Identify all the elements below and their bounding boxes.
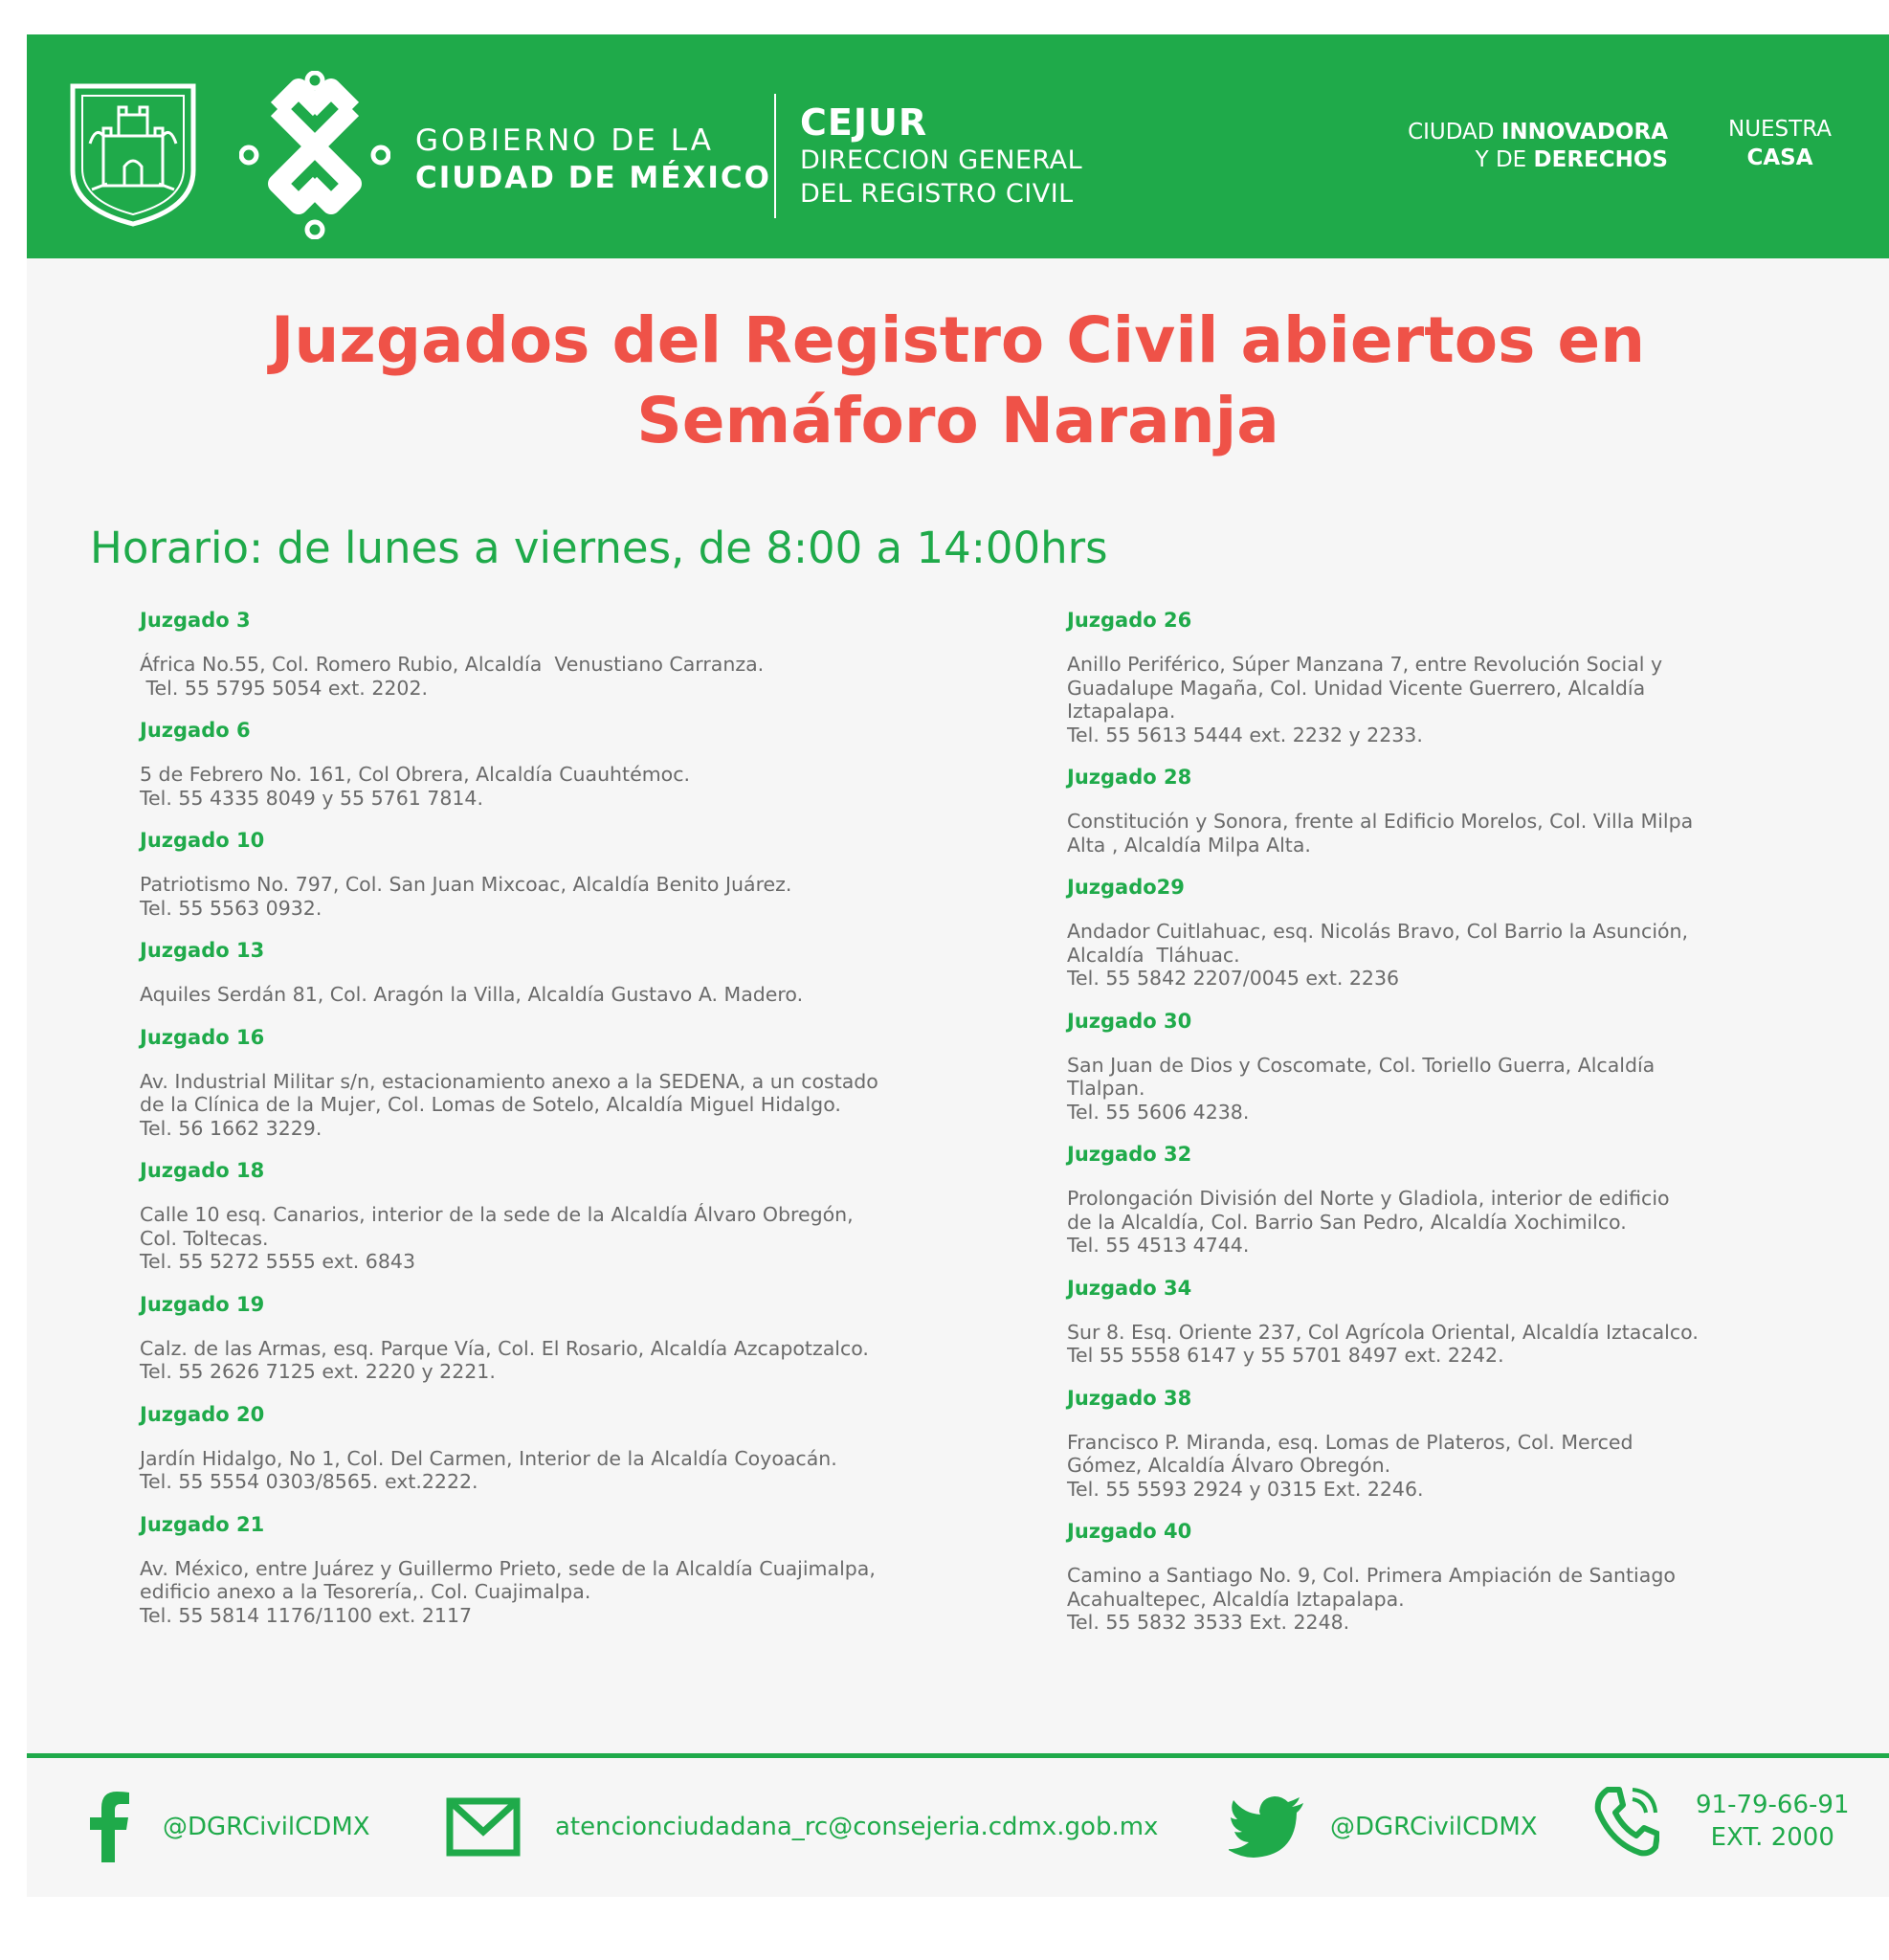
court-entry	[140, 1024, 982, 1141]
government-line-2: CIUDAD DE MÉXICO	[415, 160, 771, 195]
court-address-line: Tel. 55 4513 4744.	[1067, 1234, 1250, 1257]
court-address-line: Jardín Hidalgo, No 1, Col. Del Carmen, Interior de la Alcaldía Coyoacán.	[140, 1446, 837, 1470]
court-address-line: Prolongación División del Norte y Gladiola, interior de edificio	[1067, 1187, 1670, 1210]
government-name	[415, 122, 771, 197]
header-banner	[27, 34, 1889, 258]
court-name: Juzgado 32	[1067, 1143, 1192, 1166]
court-name: Juzgado 19	[140, 1292, 265, 1316]
court-address-line: Tel. 55 4335 8049 y 55 5761 7814.	[140, 786, 483, 810]
court-entry	[140, 937, 982, 1007]
court-address-line: Tel. 55 5563 0932.	[140, 896, 322, 920]
court-address-line: de la Clínica de la Mujer, Col. Lomas de Sotelo, Alcaldía Miguel Hidalgo.	[140, 1093, 841, 1116]
court-address-line: Tel. 55 5613 5444 ext. 2232 y 2233.	[1067, 723, 1423, 746]
agency-block	[800, 101, 1082, 211]
court-address-line: Calz. de las Armas, esq. Parque Vía, Col. El Rosario, Alcaldía Azcapotzalco.	[140, 1336, 869, 1360]
court-address-line: Tel. 55 5814 1176/1100 ext. 2117	[140, 1603, 473, 1627]
court-address-line: Tlalpan.	[1067, 1077, 1145, 1100]
court-address-line: Tel. 55 5272 5555 ext. 6843	[140, 1250, 415, 1273]
slogan-line-1	[1408, 119, 1668, 146]
court-address-line: San Juan de Dios y Coscomate, Col. Toriello Guerra, Alcaldía	[1067, 1053, 1656, 1077]
court-entry	[1067, 607, 1833, 746]
court-entry	[140, 827, 982, 920]
court-entry	[140, 607, 982, 700]
casa-line-1: NUESTRA	[1727, 117, 1832, 142]
court-name: Juzgado 40	[1067, 1520, 1192, 1543]
court-address-line: Anillo Periférico, Súper Manzana 7, entre Revolución Social y	[1067, 653, 1663, 676]
casa-line-2: CASA	[1746, 145, 1813, 171]
twitter-handle[interactable]: @DGRCivilCDMX	[1330, 1813, 1538, 1841]
court-address-line: Gómez, Alcaldía Álvaro Obregón.	[1067, 1454, 1391, 1477]
court-address-line: Tel. 55 5593 2924 y 0315 Ext. 2246.	[1067, 1477, 1424, 1501]
court-name: Juzgado 28	[1067, 766, 1192, 789]
mail-icon	[446, 1797, 521, 1857]
court-entry	[140, 1157, 982, 1274]
court-address-line: Sur 8. Esq. Oriente 237, Col Agrícola Oriental, Alcaldía Iztacalco.	[1067, 1320, 1699, 1344]
court-address-line: Calle 10 esq. Canarios, interior de la sede de la Alcaldía Álvaro Obregón,	[140, 1203, 854, 1226]
court-entry	[140, 717, 982, 810]
court-address-line: Aquiles Serdán 81, Col. Aragón la Villa, Alcaldía Gustavo A. Madero.	[140, 983, 804, 1006]
schedule-text: Horario: de lunes a viernes, de 8:00 a 14:00hrs	[90, 523, 1108, 573]
court-address-line: Acahualtepec, Alcaldía Iztapalapa.	[1067, 1587, 1405, 1611]
court-entry	[140, 1291, 982, 1384]
court-address-line: Andador Cuitlahuac, esq. Nicolás Bravo, Col Barrio la Asunción,	[1067, 920, 1689, 943]
court-name: Juzgado 16	[140, 1025, 265, 1049]
court-name: Juzgado 18	[140, 1159, 265, 1182]
court-address-line: 5 de Febrero No. 161, Col Obrera, Alcaldía Cuauhtémoc.	[140, 763, 691, 786]
court-name: Juzgado29	[1067, 876, 1185, 899]
court-name: Juzgado 38	[1067, 1386, 1192, 1410]
court-address-line: Tel 55 5558 6147 y 55 5701 8497 ext. 2242.	[1067, 1344, 1504, 1367]
court-entry	[1067, 764, 1833, 857]
court-address-line: Tel. 55 5832 3533 Ext. 2248.	[1067, 1611, 1350, 1634]
court-address-line: Col. Toltecas.	[140, 1226, 269, 1250]
facebook-handle[interactable]: @DGRCivilCDMX	[163, 1813, 370, 1841]
slogan-line-1-prefix: CIUDAD	[1408, 120, 1501, 145]
court-address-line: Patriotismo No. 797, Col. San Juan Mixcoac, Alcaldía Benito Juárez.	[140, 873, 792, 896]
court-address-line: Iztapalapa.	[1067, 700, 1176, 723]
court-address-line: Alta , Alcaldía Milpa Alta.	[1067, 833, 1311, 857]
court-name: Juzgado 30	[1067, 1009, 1192, 1033]
court-entry	[1067, 1008, 1833, 1125]
court-address-line: de la Alcaldía, Col. Barrio San Pedro, Alcaldía Xochimilco.	[1067, 1210, 1627, 1234]
court-address-line: Tel. 56 1662 3229.	[140, 1116, 322, 1140]
page-title	[27, 301, 1889, 461]
phone-block	[1696, 1789, 1849, 1854]
court-address-line: Francisco P. Miranda, esq. Lomas de Plateros, Col. Merced	[1067, 1430, 1633, 1454]
court-entry	[140, 1401, 982, 1494]
court-address-line: Guadalupe Magaña, Col. Unidad Vicente Guerrero, Alcaldía	[1067, 676, 1646, 700]
court-entry	[1067, 1275, 1833, 1368]
court-address-line: Tel. 55 5554 0303/8565. ext.2222.	[140, 1470, 478, 1493]
court-name: Juzgado 20	[140, 1402, 265, 1426]
department-line-2: DEL REGISTRO CIVIL	[800, 179, 1074, 210]
nuestra-casa-tag	[1713, 115, 1847, 173]
phone-number[interactable]: 91-79-66-91	[1696, 1791, 1850, 1819]
title-line-2: Semáforo Naranja	[636, 384, 1279, 457]
phone-icon	[1594, 1786, 1659, 1857]
slogan-line-1-bold: INNOVADORA	[1500, 120, 1668, 145]
court-address-line: África No.55, Col. Romero Rubio, Alcaldía Venustiano Carranza.	[140, 653, 765, 676]
court-address-line: Tel. 55 5606 4238.	[1067, 1100, 1250, 1124]
court-address-line: Alcaldía Tláhuac.	[1067, 943, 1240, 967]
email-contact[interactable]	[446, 1797, 1158, 1857]
court-name: Juzgado 34	[1067, 1276, 1192, 1300]
courts-right-column	[1067, 607, 1833, 1652]
court-name: Juzgado 26	[1067, 609, 1192, 632]
agency-name: CEJUR	[800, 101, 928, 144]
court-name: Juzgado 21	[140, 1512, 265, 1536]
courts-left-column	[140, 607, 982, 1644]
title-line-1: Juzgados del Registro Civil abiertos en	[270, 303, 1646, 377]
court-name: Juzgado 10	[140, 829, 265, 852]
phone-contact[interactable]	[1594, 1786, 1849, 1857]
facebook-contact[interactable]	[88, 1792, 370, 1862]
slogan	[1408, 119, 1668, 175]
court-entry	[1067, 1141, 1833, 1258]
facebook-icon	[88, 1792, 130, 1862]
court-address-line: Constitución y Sonora, frente al Edificio Morelos, Col. Villa Milpa	[1067, 810, 1694, 833]
court-name: Juzgado 6	[140, 719, 251, 742]
court-address-line: Av. México, entre Juárez y Guillermo Prieto, sede de la Alcaldía Cuajimalpa,	[140, 1556, 876, 1580]
court-entry	[1067, 874, 1833, 991]
court-address-line: Tel. 55 5795 5054 ext. 2202.	[140, 676, 429, 700]
twitter-contact[interactable]	[1229, 1795, 1538, 1859]
court-address-line: Av. Industrial Militar s/n, estacionamiento anexo a la SEDENA, a un costado	[140, 1069, 878, 1093]
email-address[interactable]: atencionciudadana_rc@consejeria.cdmx.gob.mx	[555, 1813, 1159, 1841]
cdmx-logo-icon	[239, 71, 390, 239]
department-line-1: DIRECCION GENERAL	[800, 145, 1083, 175]
court-address-line: edificio anexo a la Tesorería,. Col. Cuajimalpa.	[140, 1580, 591, 1603]
court-address-line: Tel. 55 2626 7125 ext. 2220 y 2221.	[140, 1360, 496, 1383]
slogan-line-2-bold: DERECHOS	[1533, 147, 1668, 173]
header-divider	[774, 94, 776, 218]
court-name: Juzgado 13	[140, 939, 265, 962]
court-name: Juzgado 3	[140, 609, 251, 632]
slogan-line-2-prefix: Y DE	[1475, 147, 1534, 173]
footer-rule	[27, 1753, 1889, 1758]
court-address-line: Tel. 55 5842 2207/0045 ext. 2236	[1067, 967, 1400, 990]
court-entry	[1067, 1385, 1833, 1502]
infographic-card	[27, 34, 1889, 1897]
court-entry	[1067, 1518, 1833, 1635]
court-entry	[140, 1511, 982, 1628]
twitter-icon	[1229, 1795, 1305, 1859]
slogan-line-2	[1408, 146, 1668, 174]
government-line-1: GOBIERNO DE LA	[415, 123, 714, 158]
phone-extension: EXT. 2000	[1710, 1823, 1834, 1852]
court-address-line: Camino a Santiago No. 9, Col. Primera Ampiación de Santiago	[1067, 1564, 1676, 1587]
cdmx-shield-icon	[69, 82, 197, 228]
